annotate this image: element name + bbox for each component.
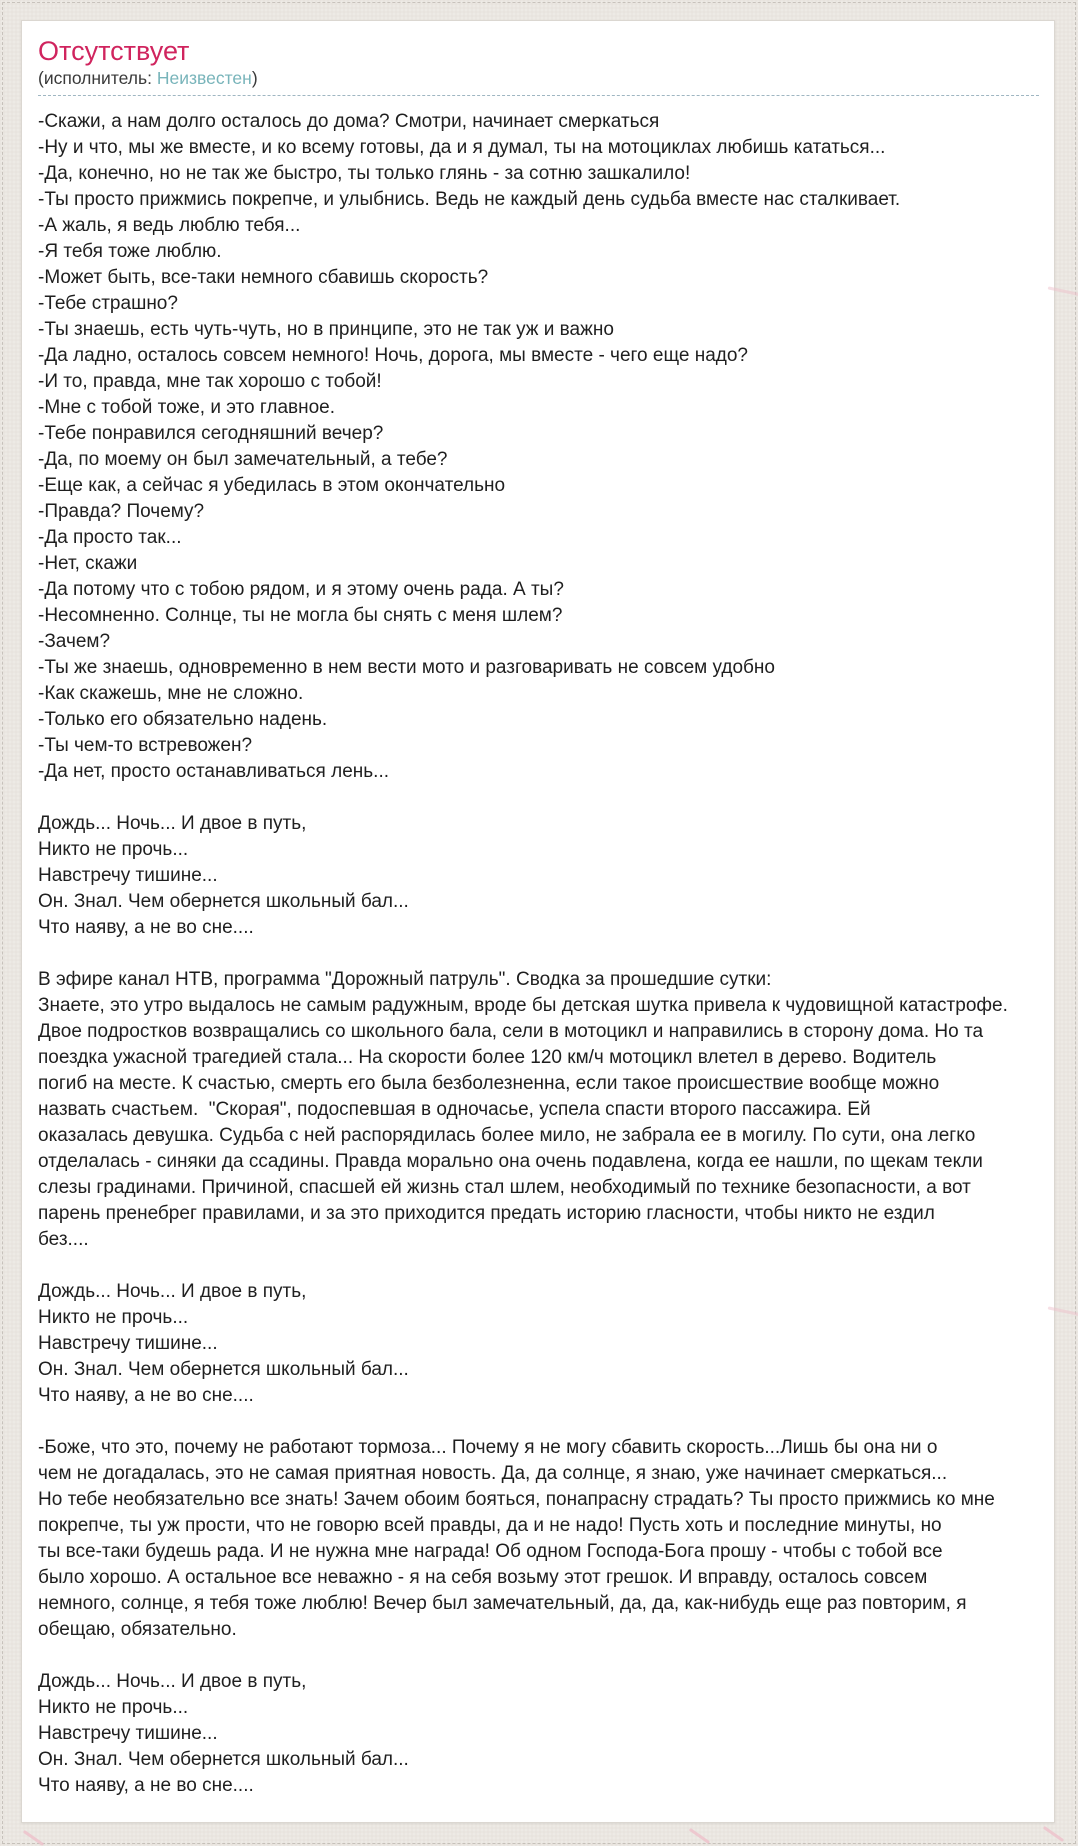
lyrics-line: покрепче, ты уж прости, что не говорю всей правды, да и не надо! Пусть хоть и последние минуты, но [38,1515,942,1536]
pink-stitch-decoration [689,1828,710,1844]
lyrics-line [38,1253,1039,1279]
lyrics-line: Он. Знал. Чем обернется школьный бал... [38,1359,409,1380]
lyrics-line: Дождь... Ночь... И двое в путь, [38,1671,307,1692]
lyrics-line: Никто не прочь... [38,839,189,860]
lyrics-line: оказалась девушка. Судьба с ней распорядилась более мило, не забрала ее в могилу. По сути, она легко [38,1125,976,1146]
lyrics-line: назвать счастьем. "Скорая", подоспевшая в одночасье, успела спасти второго пассажира. Ей [38,1099,871,1120]
lyrics-line: -Да потому что с тобою рядом, и я этому очень рада. А ты? [38,579,564,600]
lyrics-line: -Правда? Почему? [38,501,205,522]
lyrics-line: -Да, конечно, но не так же быстро, ты только глянь - за сотню зашкалило! [38,163,691,184]
lyrics-line: отделалась - синяки да ссадины. Правда морально она очень подавлена, когда ее нашли, по щекам текли [38,1151,983,1172]
lyrics-card [21,20,1055,1823]
lyrics-line: немного, солнце, я тебя тоже люблю! Вечер был замечательный, да, да, как-нибудь еще раз повторим, я [38,1593,967,1614]
lyrics-line: -Только его обязательно надень. [38,709,328,730]
lyrics-line: Он. Знал. Чем обернется школьный бал... [38,891,409,912]
pink-stitch-decoration [23,1830,44,1846]
lyrics-line: -Ты же знаешь, одновременно в нем вести мото и разговаривать не совсем удобно [38,657,775,678]
lyrics-line: -Тебе понравился сегодняшний вечер? [38,423,384,444]
lyrics-line: -Скажи, а нам долго осталось до дома? Смотри, начинает смеркаться [38,111,660,132]
lyrics-line: Он. Знал. Чем обернется школьный бал... [38,1749,409,1770]
lyrics-line: чем не догадалась, это не самая приятная новость. Да, да солнце, я знаю, уже начинает смеркаться... [38,1463,948,1484]
lyrics-line: -Как скажешь, мне не сложно. [38,683,304,704]
lyrics-line: -Да нет, просто останавливаться лень... [38,761,389,782]
lyrics-line: Навстречу тишине... [38,865,218,886]
lyrics-line: -А жаль, я ведь люблю тебя... [38,215,301,236]
lyrics-line: -Нет, скажи [38,553,138,574]
lyrics-line: -Ты просто прижмись покрепче, и улыбнись. Ведь не каждый день судьба вместе нас сталкивает. [38,189,901,210]
lyrics-line: -Боже, что это, почему не работают тормоза... Почему я не могу сбавить скорость...Лишь бы она ни о [38,1437,938,1458]
lyrics-line: Навстречу тишине... [38,1333,218,1354]
lyrics-line [38,1643,1039,1669]
lyrics-line: Дождь... Ночь... И двое в путь, [38,1281,307,1302]
song-header [38,35,1039,96]
lyrics-line: -Еще как, а сейчас я убедилась в этом окончательно [38,475,506,496]
lyrics-line: -Зачем? [38,631,111,652]
lyrics-line [38,941,1039,967]
lyrics-line: парень пренебрег правилами, и за это приходится предать историю гласности, чтобы никто не ездил [38,1203,935,1224]
lyrics-line: В эфире канал НТВ, программа "Дорожный патруль". Сводка за прошедшие сутки: [38,969,772,990]
lyrics-line: Двое подростков возвращались со школьного бала, сели в мотоцикл и направились в сторону дома. Но та [38,1021,984,1042]
lyrics-line: -Да, по моему он был замечательный, а тебе? [38,449,448,470]
lyrics-line: ты все-таки будешь рада. И не нужна мне награда! Об одном Господа-Бога прошу - чтобы с тобой все [38,1541,943,1562]
lyrics-line: Что наяву, а не во сне.... [38,1385,254,1406]
lyrics-line: -Ну и что, мы же вместе, и ко всему готовы, да и я думал, ты на мотоциклах любишь кататься... [38,137,886,158]
lyrics-line: -Ты чем-то встревожен? [38,735,253,756]
lyrics-line: -Несомненно. Солнце, ты не могла бы снять с меня шлем? [38,605,563,626]
artist-label: (исполнитель: [38,68,157,88]
lyrics-line: Навстречу тишине... [38,1723,218,1744]
lyrics-line: Никто не прочь... [38,1307,189,1328]
lyrics-line: Что наяву, а не во сне.... [38,1775,254,1796]
lyrics-line: было хорошо. А остальное все неважно - я на себя возьму этот грешок. И вправду, осталось совсем [38,1567,928,1588]
lyrics-line: Знаете, это утро выдалось не самым радужным, вроде бы детская шутка привела к чудовищной катастрофе. [38,995,1008,1016]
lyrics-line: -Может быть, все-таки немного сбавишь скорость? [38,267,489,288]
artist-line [38,68,1039,89]
lyrics-line: поездка ужасной трагедией стала... На скорости более 120 км/ч мотоцикл влетел в дерево. Водитель [38,1047,937,1068]
lyrics-line: Никто не прочь... [38,1697,189,1718]
lyrics-line: -Ты знаешь, есть чуть-чуть, но в принципе, это не так уж и важно [38,319,614,340]
lyrics-line: -Я тебя тоже люблю. [38,241,222,262]
lyrics-line: -Да ладно, осталось совсем немного! Ночь, дорога, мы вместе - чего еще надо? [38,345,748,366]
lyrics-line [38,785,1039,811]
lyrics-line: -Да просто так... [38,527,182,548]
lyrics-line: Дождь... Ночь... И двое в путь, [38,813,307,834]
lyrics-line: Что наяву, а не во сне.... [38,917,254,938]
lyrics-line [38,1409,1039,1435]
lyrics-line: -Тебе страшно? [38,293,178,314]
lyrics-line: Но тебе необязательно все знать! Зачем обоим бояться, понапрасну страдать? Ты просто прижмись ко мне [38,1489,995,1510]
lyrics-line: обещаю, обязательно. [38,1619,237,1640]
lyrics-line: слезы градинами. Причиной, спасшей ей жизнь стал шлем, необходимый по технике безопасности, а вот [38,1177,971,1198]
song-title: Отсутствует [38,36,190,66]
lyrics-line: -Мне с тобой тоже, и это главное. [38,397,336,418]
lyrics-line: без.... [38,1229,89,1250]
artist-label-close: ) [251,68,258,88]
lyrics-line: погиб на месте. К счастью, смерть его была безболезненна, если такое происшествие вообще можно [38,1073,940,1094]
pink-stitch-decoration [1043,1826,1064,1842]
lyrics-text [38,109,1039,1799]
lyrics-line: -И то, правда, мне так хорошо с тобой! [38,371,382,392]
artist-link[interactable]: Неизвестен [156,68,252,88]
